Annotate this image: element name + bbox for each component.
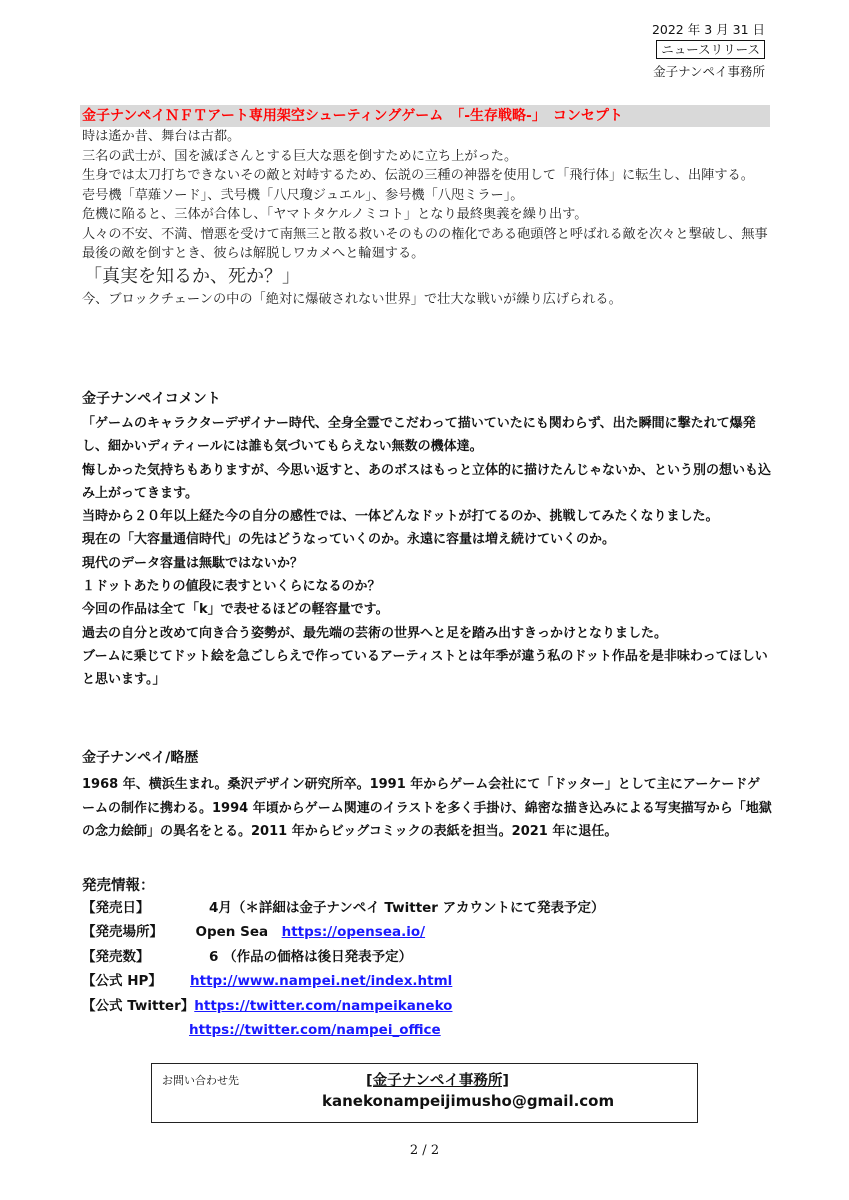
comment-paragraph: 過去の自分と改めて向き合う姿勢が、最先端の芸術の世界へと足を踏み出すきっかけとなりました。 [82,625,668,641]
twitter-label: 【公式 Twitter】 [82,997,195,1014]
contact-box [151,1063,698,1123]
comment-paragraph: 悔しかった気持ちもありますが、今思い返すと、あのボスはもっと立体的に描けたんじゃないか、という別の想いも込み上がってきます。 [82,462,772,501]
bio-heading: 金子ナンペイ/略歴 [82,750,199,766]
comment-paragraph: 現在の「大容量通信時代」の先はどうなっていくのか。永遠に容量は増え続けていくのか。 [82,532,616,548]
sales-heading: 発売情報： [82,878,155,894]
contact-label: お問い合わせ先 [162,1074,239,1087]
concept-body [82,127,772,309]
sales-row-twitter [82,994,605,1018]
comment-paragraph: １ドットあたりの値段に表すといくらになるのか？ [82,579,381,595]
comment-heading: 金子ナンペイコメント [82,391,221,407]
comment-paragraph: 現代のデータ容量は無駄ではないか？ [82,555,304,571]
homepage-link[interactable]: http://www.nampei.net/index.html [190,973,453,990]
sales-row-venue [82,920,605,944]
comment-paragraph: 今回の作品は全て「k」で表せるほどの軽容量です。 [82,602,389,618]
concept-title: 金子ナンペイＮＦＴアート専用架空シューティングゲーム 「-生存戦略-」 コンセプト [82,108,623,124]
release-date: 2022 年 3 月 31 日 [651,22,765,37]
bio-text: 1968 年、横浜生まれ。桑沢デザイン研究所卒。1991 年からゲーム会社にて「ドッター」として主にアーケードゲームの制作に携わる。1994 年頃からゲーム関連のイラストを多く手掛け、綿密な描き込みによる写実描写から「地獄の念力絵師」の異名をとる。2011 年からビッグコミックの表紙を担当。2021 年に退任。 [82,777,772,839]
intro-line: 三名の武士が、国を滅ぼさんとする巨大な悪を倒すために立ち上がった。 [82,148,518,164]
venue-name: Open Sea [182,924,282,941]
comment-paragraph: 当時から２０年以上経た今の自分の感性では、一体どんなドットが打てるのか、挑戦してみたくなりました。 [82,509,719,525]
comment-paragraph: ブームに乗じてドット絵を急ごしらえで作っているアーティストとは年季が違う私のドット作品を是非味わってほしいと思います。」 [82,648,768,688]
sales-row-twitter-2 [82,1018,605,1042]
sales-row-hp [82,969,605,993]
contact-email[interactable]: kanekonampeijimusho@gmail.com [322,1092,615,1110]
comment-body [82,412,772,692]
twitter-link-nampei-office[interactable]: https://twitter.com/nampei_office [189,1022,441,1039]
opensea-link[interactable]: https://opensea.io/ [281,924,426,941]
hp-label: 【公式 HP】 [82,973,162,990]
intro-line: 危機に陥ると、三体が合体し、「ヤマトタケルノミコト」となり最終奥義を繰り出す。 [82,207,588,222]
issuer-name: 金子ナンペイ事務所 [653,64,765,79]
sales-row-count [82,945,605,969]
intro-line: 生身では太刀打ちできないその敵と対峙するため、伝説の三種の神器を使用して「飛行体」に転生し、出陣する。 [82,168,754,183]
sales-row-date [82,896,605,920]
comment-paragraph: 「ゲームのキャラクターデザイナー時代、全身全霊でこだわって描いていたにも関わらず、出た瞬間に撃たれて爆発し、細かいディティールには誰も気づいてもらえない無数の機体達。 [82,416,756,455]
intro-line: 人々の不安、不満、憎悪を受けて南無三と散る救いそのものの権化である砲頭啓と呼ばれる敵を次々と撃破し、無事最後の敵を倒すとき、彼らは解脱しワカメへと輪廻する。 [82,226,768,261]
sales-info [82,896,605,1042]
contact-org: [金子ナンペイ事務所] [366,1073,510,1089]
count-label: 【発売数】 [82,948,150,965]
intro-closing: 今、ブロックチェーンの中の「絶対に爆破されない世界」で壮大な戦いが繰り広げられる。 [82,291,622,307]
intro-line: 時は遙か昔、舞台は古都。 [82,129,241,144]
release-date-label: 【発売日】 [82,900,150,916]
venue-label: 【発売場所】 [82,924,163,941]
twitter-link-nampeikaneko[interactable]: https://twitter.com/nampeikaneko [194,997,453,1014]
intro-line: 壱号機「草薙ソード」、弐号機「八尺瓊ジュエル」、参号機「八咫ミラー」。 [82,187,524,203]
news-release-badge: ニュースリリース [656,40,765,59]
page-number: 2 / 2 [409,1143,440,1158]
release-date-value: 4月（＊詳細は金子ナンペイ Twitter アカウントにて発表予定） [182,900,605,916]
tagline: 「真実を知るか、死か？」 [84,265,300,287]
count-value: 6 （作品の価格は後日発表予定） [182,948,413,965]
